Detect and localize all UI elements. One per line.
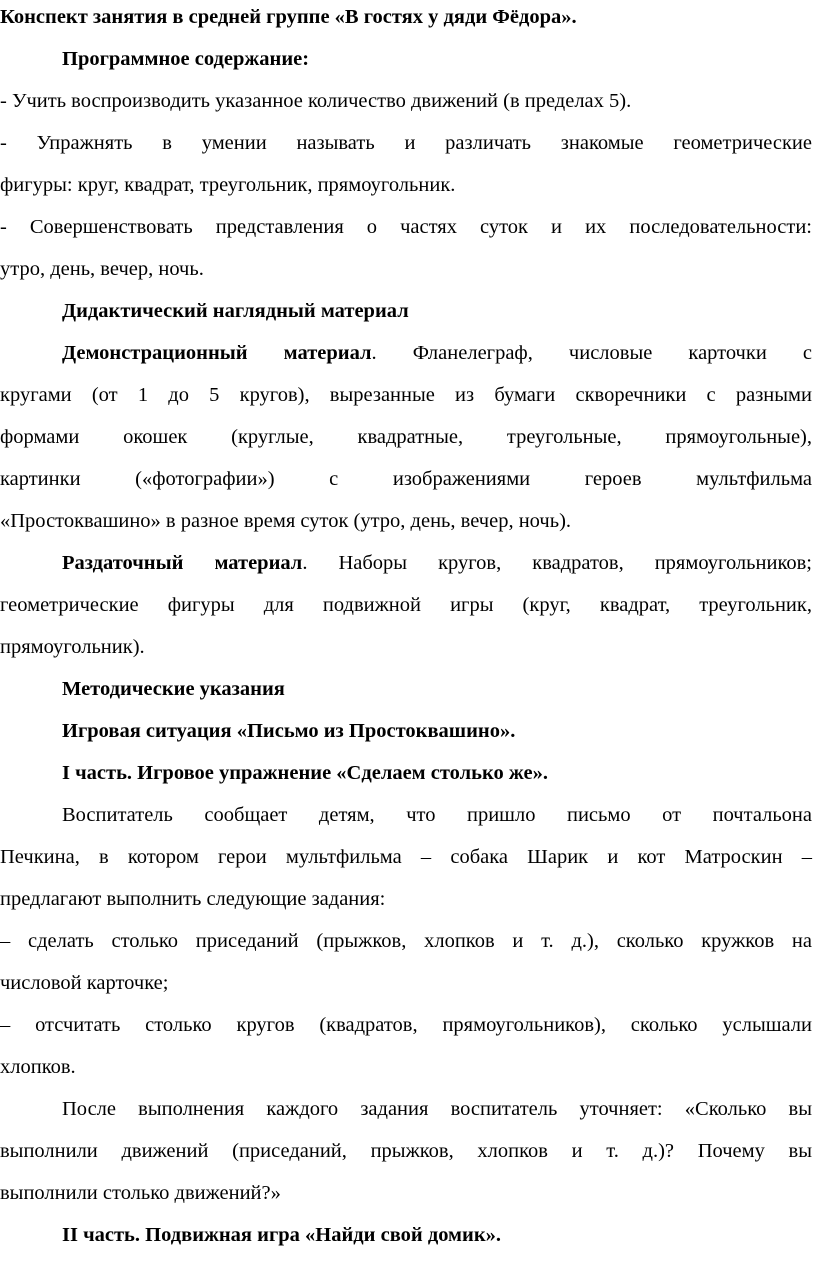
program-item-1: - Учить воспроизводить указанное количество движений (в пределах 5). bbox=[0, 90, 632, 112]
after-paragraph-line-2: выполнили движений (приседаний, прыжков, хлопков и т. д.)? Почему вы bbox=[0, 1140, 812, 1162]
demo-line-5: «Простоквашино» в разное время суток (утро, день, вечер, ночь). bbox=[0, 510, 572, 532]
task2-line-2: хлопков. bbox=[0, 1056, 76, 1078]
handout-line-2: геометрические фигуры для подвижной игры (круг, квадрат, треугольник, bbox=[0, 594, 812, 616]
task1-line-2: числовой карточке; bbox=[0, 972, 169, 994]
handout-label: Раздаточный материал bbox=[62, 552, 303, 574]
program-item-2-line-1: - Упражнять в умении называть и различать знакомые геометрические bbox=[0, 132, 812, 154]
demo-line-3: формами окошек (круглые, квадратные, треугольные, прямоугольные), bbox=[0, 426, 812, 448]
after-paragraph-line-3: выполнили столько движений?» bbox=[0, 1182, 281, 1204]
part1-paragraph-line-3: предлагают выполнить следующие задания: bbox=[0, 888, 386, 910]
handout-line-1 bbox=[62, 551, 812, 575]
program-item-3-line-1: - Совершенствовать представления о частях суток и их последовательности: bbox=[0, 216, 812, 238]
demo-line-4: картинки («фотографии») с изображениями героев мультфильма bbox=[0, 468, 812, 490]
part1-paragraph-line-2: Печкина, в котором герои мультфильма – собака Шарик и кот Матроскин – bbox=[0, 846, 812, 868]
didactic-heading: Дидактический наглядный материал bbox=[62, 300, 409, 322]
program-item-2-line-2: фигуры: круг, квадрат, треугольник, прямоугольник. bbox=[0, 174, 456, 196]
method-heading: Методические указания bbox=[62, 678, 285, 700]
demo-text: . Фланелеграф, числовые карточки с bbox=[371, 342, 812, 364]
game-situation-heading: Игровая ситуация «Письмо из Простоквашино». bbox=[62, 720, 516, 742]
task2-line-1: – отсчитать столько кругов (квадратов, прямоугольников), сколько услышали bbox=[0, 1014, 812, 1036]
demo-label: Демонстрационный материал bbox=[62, 342, 372, 364]
part1-paragraph-line-1: Воспитатель сообщает детям, что пришло письмо от почтальона bbox=[62, 804, 812, 826]
after-paragraph-line-1: После выполнения каждого задания воспитатель уточняет: «Сколько вы bbox=[62, 1098, 812, 1120]
handout-text: . Наборы кругов, квадратов, прямоугольников; bbox=[302, 552, 812, 574]
part1-heading: I часть. Игровое упражнение «Сделаем столько же». bbox=[62, 762, 548, 784]
program-item-3-line-2: утро, день, вечер, ночь. bbox=[0, 258, 204, 280]
document-title: Конспект занятия в средней группе «В гостях у дяди Фёдора». bbox=[0, 6, 577, 28]
task1-line-1: – сделать столько приседаний (прыжков, хлопков и т. д.), сколько кружков на bbox=[0, 930, 812, 952]
handout-line-3: прямоугольник). bbox=[0, 636, 145, 658]
program-heading: Программное содержание: bbox=[62, 48, 310, 70]
demo-line-2: кругами (от 1 до 5 кругов), вырезанные из бумаги скворечники с разными bbox=[0, 384, 812, 406]
part2-heading: II часть. Подвижная игра «Найди свой домик». bbox=[62, 1224, 502, 1246]
demo-line-1 bbox=[62, 341, 812, 365]
